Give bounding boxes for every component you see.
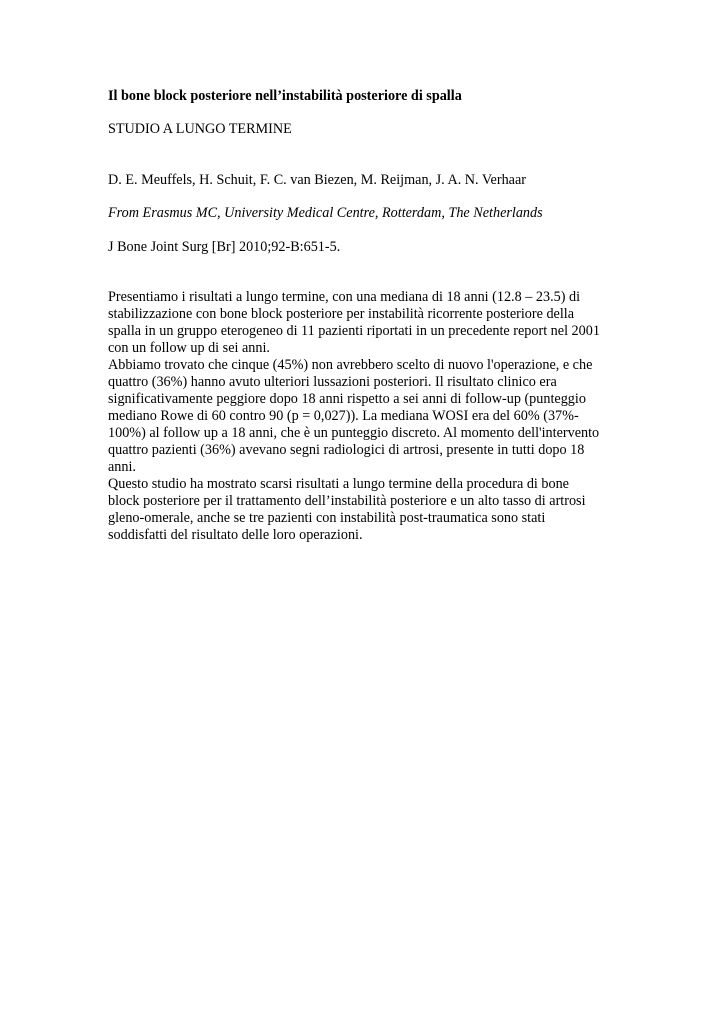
abstract-line: 100%) al follow up a 18 anni, che è un punteggio discreto. Al momento dell'intervento [108, 425, 600, 441]
abstract-line: quattro (36%) hanno avuto ulteriori lussazioni posteriori. Il risultato clinico era [108, 374, 557, 390]
abstract-line: quattro pazienti (36%) avevano segni radiologici di artrosi, presente in tutti dopo 18 [108, 442, 585, 458]
abstract-line: Presentiamo i risultati a lungo termine, con una mediana di 18 anni (12.8 – 23.5) di [108, 289, 581, 305]
abstract-line: mediano Rowe di 60 contro 90 (p = 0,027)). La mediana WOSI era del 60% (37%- [108, 408, 579, 424]
document-title: Il bone block posteriore nell’instabilità posteriore di spalla [108, 88, 462, 104]
abstract [108, 289, 628, 544]
abstract-line: gleno-omerale, anche se tre pazienti con instabilità post-traumatica sono stati [108, 510, 546, 526]
abstract-line: block posteriore per il trattamento dell’instabilità posteriore e un alto tasso di artrosi [108, 493, 586, 509]
abstract-line: anni. [108, 459, 136, 475]
abstract-line: Abbiamo trovato che cinque (45%) non avrebbero scelto di nuovo l'operazione, e che [108, 357, 593, 373]
abstract-line: stabilizzazione con bone block posteriore per instabilità ricorrente posteriore della [108, 306, 575, 322]
author-list: D. E. Meuffels, H. Schuit, F. C. van Biezen, M. Reijman, J. A. N. Verhaar [108, 172, 526, 188]
abstract-line: soddisfatti del risultato delle loro operazioni. [108, 527, 363, 543]
abstract-line: spalla in un gruppo eterogeneo di 11 pazienti riportati in un precedente report nel 2001 [108, 323, 600, 339]
affiliation: From Erasmus MC, University Medical Centre, Rotterdam, The Netherlands [108, 205, 543, 221]
abstract-line: Questo studio ha mostrato scarsi risultati a lungo termine della procedura di bone [108, 476, 569, 492]
abstract-line: con un follow up di sei anni. [108, 340, 270, 356]
document-subtitle: STUDIO A LUNGO TERMINE [108, 121, 292, 137]
abstract-line: significativamente peggiore dopo 18 anni rispetto a sei anni di follow-up (punteggio [108, 391, 586, 407]
journal-citation: J Bone Joint Surg [Br] 2010;92-B:651-5. [108, 239, 341, 255]
